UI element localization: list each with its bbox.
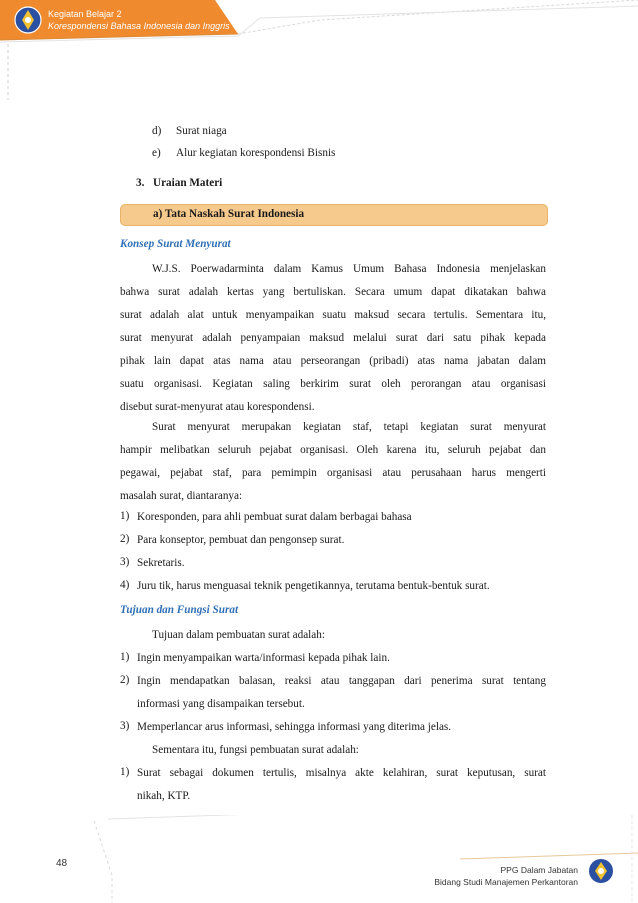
- paragraph-line: disebut surat-menyurat atau korespondensi.: [120, 401, 315, 413]
- paragraph-line: W.J.S. Poerwadarminta dalam Kamus Umum Bahasa Indonesia menjelaskan: [152, 263, 546, 275]
- paragraph-line: Tujuan dalam pembuatan surat adalah:: [152, 629, 325, 641]
- list-item-marker: e): [152, 147, 161, 159]
- paragraph-line: Surat menyurat merupakan kegiatan staf, tetapi kegiatan surat menyurat: [152, 421, 546, 433]
- list-item-marker: 4): [120, 579, 130, 591]
- list-item: Surat niaga: [176, 125, 227, 137]
- list-item: Ingin menyampaikan warta/informasi kepada pihak lain.: [137, 652, 390, 664]
- list-item: Koresponden, para ahli pembuat surat dalam berbagai bahasa: [137, 511, 412, 523]
- paragraph-line: hampir melibatkan seluruh pejabat organisasi. Oleh karena itu, seluruh pejabat dan: [120, 444, 546, 456]
- paragraph-line: pihak lain dapat atas nama atau perseorangan (pribadi) atas nama jabatan dalam: [120, 355, 546, 367]
- paragraph-line: suatu organisasi. Kegiatan saling berkirim surat oleh perorangan atau organisasi: [120, 378, 546, 390]
- header-line-2: Korespondensi Bahasa Indonesia dan Inggris: [48, 21, 230, 31]
- paragraph-line: pegawai, pejabat staf, para pemimpin organisasi atau perusahaan harus mengerti: [120, 467, 546, 479]
- tut-wuri-handayani-footer-logo-icon: [588, 858, 614, 884]
- list-item: Sekretaris.: [137, 557, 185, 569]
- list-item-marker: 1): [120, 766, 130, 778]
- footer-text: [434, 864, 578, 888]
- heading-tujuan: Tujuan dan Fungsi Surat: [120, 604, 239, 616]
- paragraph-line: Sementara itu, fungsi pembuatan surat adalah:: [152, 744, 359, 756]
- footer-line-2: Bidang Studi Manajemen Perkantoran: [434, 877, 578, 887]
- list-item-continuation: nikah, KTP.: [137, 790, 191, 802]
- page-number: 48: [56, 858, 68, 869]
- page-footer: [0, 815, 638, 903]
- list-item: Ingin mendapatkan balasan, reaksi atau tanggapan dari penerima surat tentang: [137, 675, 546, 687]
- list-item-marker: d): [152, 125, 162, 137]
- paragraph-line: surat menyurat adalah penyampaian maksud melalui surat dari satu pihak kepada: [120, 332, 546, 344]
- list-item-marker: 2): [120, 674, 130, 686]
- heading-konsep: Konsep Surat Menyurat: [120, 238, 231, 250]
- paragraph-line: surat adalah alat untuk menyampaikan suatu maksud secara tertulis. Sementara itu,: [120, 309, 546, 321]
- section-number: 3.: [136, 177, 145, 189]
- list-item-marker: 3): [120, 556, 130, 568]
- footer-line-1: PPG Dalam Jabatan: [500, 865, 578, 875]
- subsection-title: a) Tata Naskah Surat Indonesia: [153, 208, 305, 220]
- list-item-marker: 1): [120, 651, 130, 663]
- list-item: Surat sebagai dokumen tertulis, misalnya akte kelahiran, surat keputusan, surat: [137, 767, 546, 779]
- list-item: Memperlancar arus informasi, sehingga informasi yang diterima jelas.: [137, 721, 452, 733]
- paragraph-line: bahwa surat adalah kertas yang bertuliskan. Secara umum dapat dikatakan bahwa: [120, 286, 546, 298]
- list-item-marker: 1): [120, 510, 130, 522]
- subsection-box: [120, 204, 548, 226]
- list-item: Para konseptor, pembuat dan pengonsep surat.: [137, 534, 345, 546]
- footer-decoration: [0, 815, 638, 903]
- list-item: Juru tik, harus menguasai teknik pengetikannya, terutama bentuk-bentuk surat.: [137, 580, 490, 592]
- paragraph-line: masalah surat, diantaranya:: [120, 490, 243, 502]
- header-line-1: Kegiatan Belajar 2: [48, 9, 122, 19]
- list-item-continuation: informasi yang disampaikan tersebut.: [137, 698, 305, 710]
- section-title: Uraian Materi: [153, 177, 223, 189]
- list-item-marker: 3): [120, 720, 130, 732]
- list-item-marker: 2): [120, 533, 130, 545]
- list-item: Alur kegiatan korespondensi Bisnis: [176, 147, 336, 159]
